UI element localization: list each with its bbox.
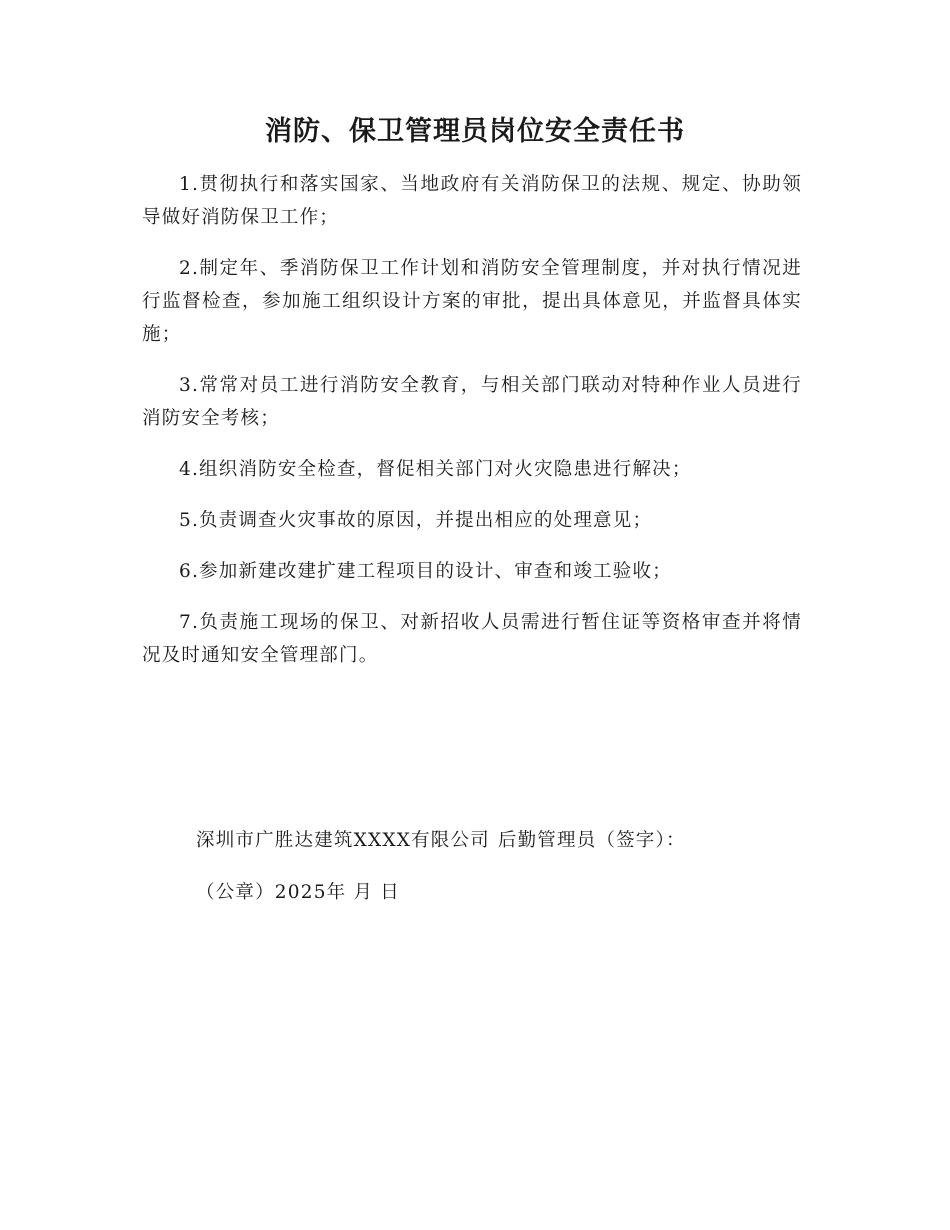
document-title: 消防、保卫管理员岗位安全责任书 [265,116,685,147]
clause-4: 4.组织消防安全检查，督促相关部门对火灾隐患进行解决； [179,459,692,480]
seal-date-line: （公章）2025年 月 日 [196,882,400,903]
signature-line [196,826,686,856]
company-name: 深圳市广胜达建筑XXXX有限公司 [196,830,490,851]
clause-2: 2.制定年、季消防保卫工作计划和消防安全管理制度，并对执行情况进行监督检查，参加施工组织设计方案的审批，提出具体意见，并监督具体实施； [142,258,802,345]
clause-7: 7.负责施工现场的保卫、对新招收人员需进行暂住证等资格审查并将情况及时通知安全管理部门。 [142,612,802,666]
clause-1: 1.贯彻执行和落实国家、当地政府有关消防保卫的法规、规定、协助领导做好消防保卫工作； [142,174,802,228]
manager-signature-label: 后勤管理员（签字）： [497,830,686,851]
clause-5: 5.负责调查火灾事故的原因，并提出相应的处理意见； [179,510,653,531]
clause-3: 3.常常对员工进行消防安全教育，与相关部门联动对特种作业人员进行消防安全考核； [142,375,802,429]
clause-6: 6.参加新建改建扩建工程项目的设计、审查和竣工验收； [179,561,672,582]
document-body [142,168,802,690]
